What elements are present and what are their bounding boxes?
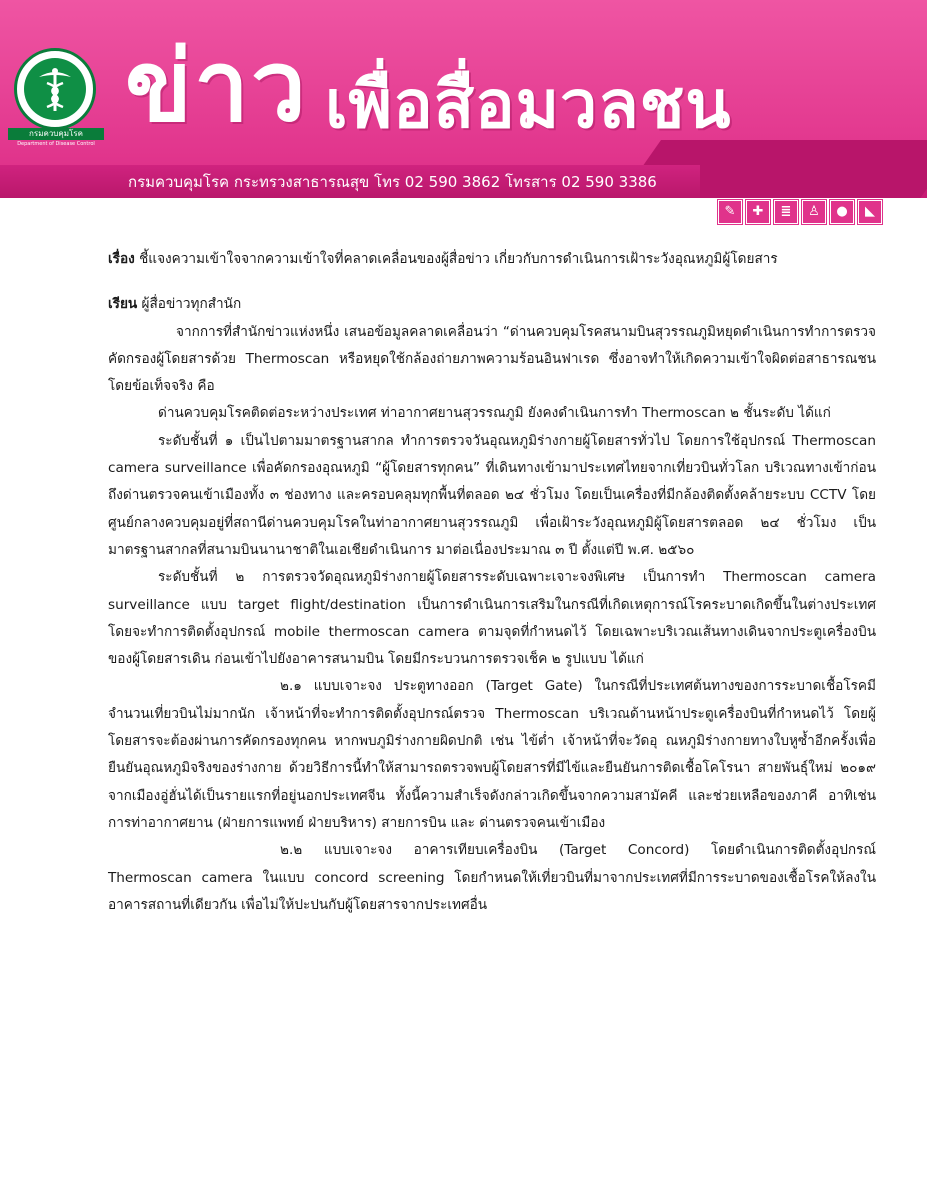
- salutation-line: [108, 291, 876, 318]
- lab-flask-icon: ♙: [802, 200, 826, 224]
- cross-icon: ✚: [746, 200, 770, 224]
- salutation-text: ผู้สื่อข่าวทุกสำนัก: [141, 296, 242, 313]
- paragraph-target-concord: ๒.๒ แบบเจาะจง อาคารเทียบเครื่องบิน (Target Concord) โดยดำเนินการติดตั้งอุปกรณ์ Thermoscan camera ในแบบ concord screening โดยกำหนดให้เที่ยวบินที่มาจากประเทศที่มีการระบาดของเชื้อโรคให้ลงในอาคารสถานที่เดียวกัน เพื่อไม่ให้ปะปนกับผู้โดยสารจากประเทศอื่น: [108, 842, 876, 913]
- paragraph-level-2: ระดับชั้นที่ ๒ การตรวจวัดอุณหภูมิร่างกายผู้โดยสารระดับเฉพาะเจาะจงพิเศษ เป็นการทำ Thermoscan camera surveillance แบบ target flight/destination เป็นการดำเนินการเสริมในกรณีที่เกิดเหตุการณ์โรคระบาดเกิดขึ้นในต่างประเทศ โดยจะทำการติดตั้งอุปกรณ์ mobile thermoscan camera ตามจุดที่กำหนดไว้ โดยเฉพาะบริเวณเส้นทางเดินจากประตูเครื่องบินของผู้โดยสารเดิน ก่อนเข้าไปยังอาคารสนามบิน โดยมีกระบวนการตรวจเช็ค ๒ รูปแบบ ได้แก่: [108, 569, 876, 668]
- caduceus-icon: [35, 65, 75, 113]
- paragraph-facts: ด่านควบคุมโรคติดต่อระหว่างประเทศ ท่าอากาศยานสุวรรณภูมิ ยังคงดำเนินการทำ Thermoscan ๒ ชั้นระดับ ได้แก่: [158, 405, 831, 422]
- salutation-label: เรียน: [108, 296, 138, 313]
- masthead-title-big: ข่าว: [125, 30, 309, 144]
- header-icon-row: [718, 200, 882, 224]
- chat-icon: ●: [830, 200, 854, 224]
- letter-body: [108, 246, 876, 919]
- paragraph-intro: จากการที่สำนักข่าวแห่งหนึ่ง เสนอข้อมูลคลาดเคลื่อนว่า “ด่านควบคุมโรคสนามบินสุวรรณภูมิหยุดดำเนินการทำการตรวจคัดกรองผู้โดยสารด้วย Thermoscan หรือหยุดใช้กล้องถ่ายภาพความร้อนอินฟาเรด ซึ่งอาจทำให้เกิดความเข้าใจผิดต่อสาธารณชน โดยข้อเท็จจริง คือ: [108, 323, 876, 395]
- masthead-title-rest: เพื่อสื่อมวลชน: [325, 66, 732, 143]
- logo-caption: กรมควบคุมโรค: [8, 128, 104, 140]
- ddc-logo: [14, 48, 96, 130]
- subject-text: ชี้แจงความเข้าใจจากความเข้าใจที่คลาดเคลื่อนของผู้สื่อข่าว เกี่ยวกับการดำเนินการเฝ้าระวังอุณหภูมิผู้โดยสาร: [139, 251, 778, 267]
- paragraph-level-1: ระดับชั้นที่ ๑ เป็นไปตามมาตรฐานสากล ทำการตรวจวันอุณหภูมิร่างกายผู้โดยสารทั่วไป โดยการใช้อุปกรณ์ Thermoscan camera surveillance เพื่อคัดกรองอุณหภูมิ “ผู้โดยสารทุกคน” ที่เดินทางเข้ามาประเทศไทยจากเที่ยวบินทั่วโลก บริเวณทางเข้าก่อนถึงด่านตรวจคนเข้าเมืองทั้ง ๓ ช่องทาง และครอบคลุมทุกพื้นที่ตลอด ๒๔ ชั่วโมง โดยเป็นเครื่องที่มีกล้องติดตั้งคล้ายระบบ CCTV โดยศูนย์กลางควบคุมอยู่ที่สถานีด่านควบคุมโรคในท่าอากาศยานสุวรรณภูมิ เพื่อเฝ้าระวังอุณหภูมิผู้โดยสารตลอด ๒๔ ชั่วโมง เป็นมาตรฐานสากลที่สนามบินนานาชาติในเอเชียดำเนินการ มาต่อเนื่องประมาณ ๓ ปี ตั้งแต่ปี พ.ศ. ๒๕๖๐: [108, 432, 876, 558]
- page-header: [0, 0, 927, 198]
- paragraph-target-gate: ๒.๑ แบบเจาะจง ประตูทางออก (Target Gate) ในกรณีที่ประเทศต้นทางของการระบาดเชื้อโรคมีจำนวนเที่ยวบินไม่มากนัก เจ้าหน้าที่จะทำการติดตั้งอุปกรณ์ตรวจ Thermoscan บริเวณด้านหน้าประตูเครื่องบินที่กำหนดไว้ โดยผู้โดยสารจะต้องผ่านการคัดกรองทุกคน หากพบภูมิร่างกายผิดปกติ เช่น ไข้ต่ำ เจ้าหน้าที่จะวัดอุ ณหภูมิร่างกายทางใบหูซ้ำอีกครั้งเพื่อยืนยันอุณหภูมิจริงของร่างกาย ด้วยวิธีการนี้ทำให้สามารถตรวจพบผู้โดยสารที่มีไข้และยืนยันการติดเชื้อโคโรนา สายพันธุ์ใหม่ ๒๐๑๙ จากเมืองอู่ฮั่นได้เป็นรายแรกที่อยู่นอกประเทศจีน ทั้งนี้ความสำเร็จดังกล่าวเกิดขึ้นจากความสามัคคี และช่วยเหลือของภาคี อาทิเช่น การท่าอากาศยาน (ฝ่ายการแพทย์ ฝ่ายบริหาร) สายการบิน และ ด่านตรวจคนเข้าเมือง: [108, 678, 876, 831]
- contact-line: กรมควบคุมโรค กระทรวงสาธารณสุข โทร 02 590 3862 โทรสาร 02 590 3386: [128, 173, 657, 191]
- megaphone-icon: ◣: [858, 200, 882, 224]
- logo-emblem: [24, 58, 86, 120]
- document-icon: ≣: [774, 200, 798, 224]
- subject-line: [108, 246, 876, 273]
- logo-caption-en: Department of Disease Control: [17, 141, 95, 147]
- syringe-icon: ✎: [718, 200, 742, 224]
- subject-label: เรื่อง: [108, 251, 135, 267]
